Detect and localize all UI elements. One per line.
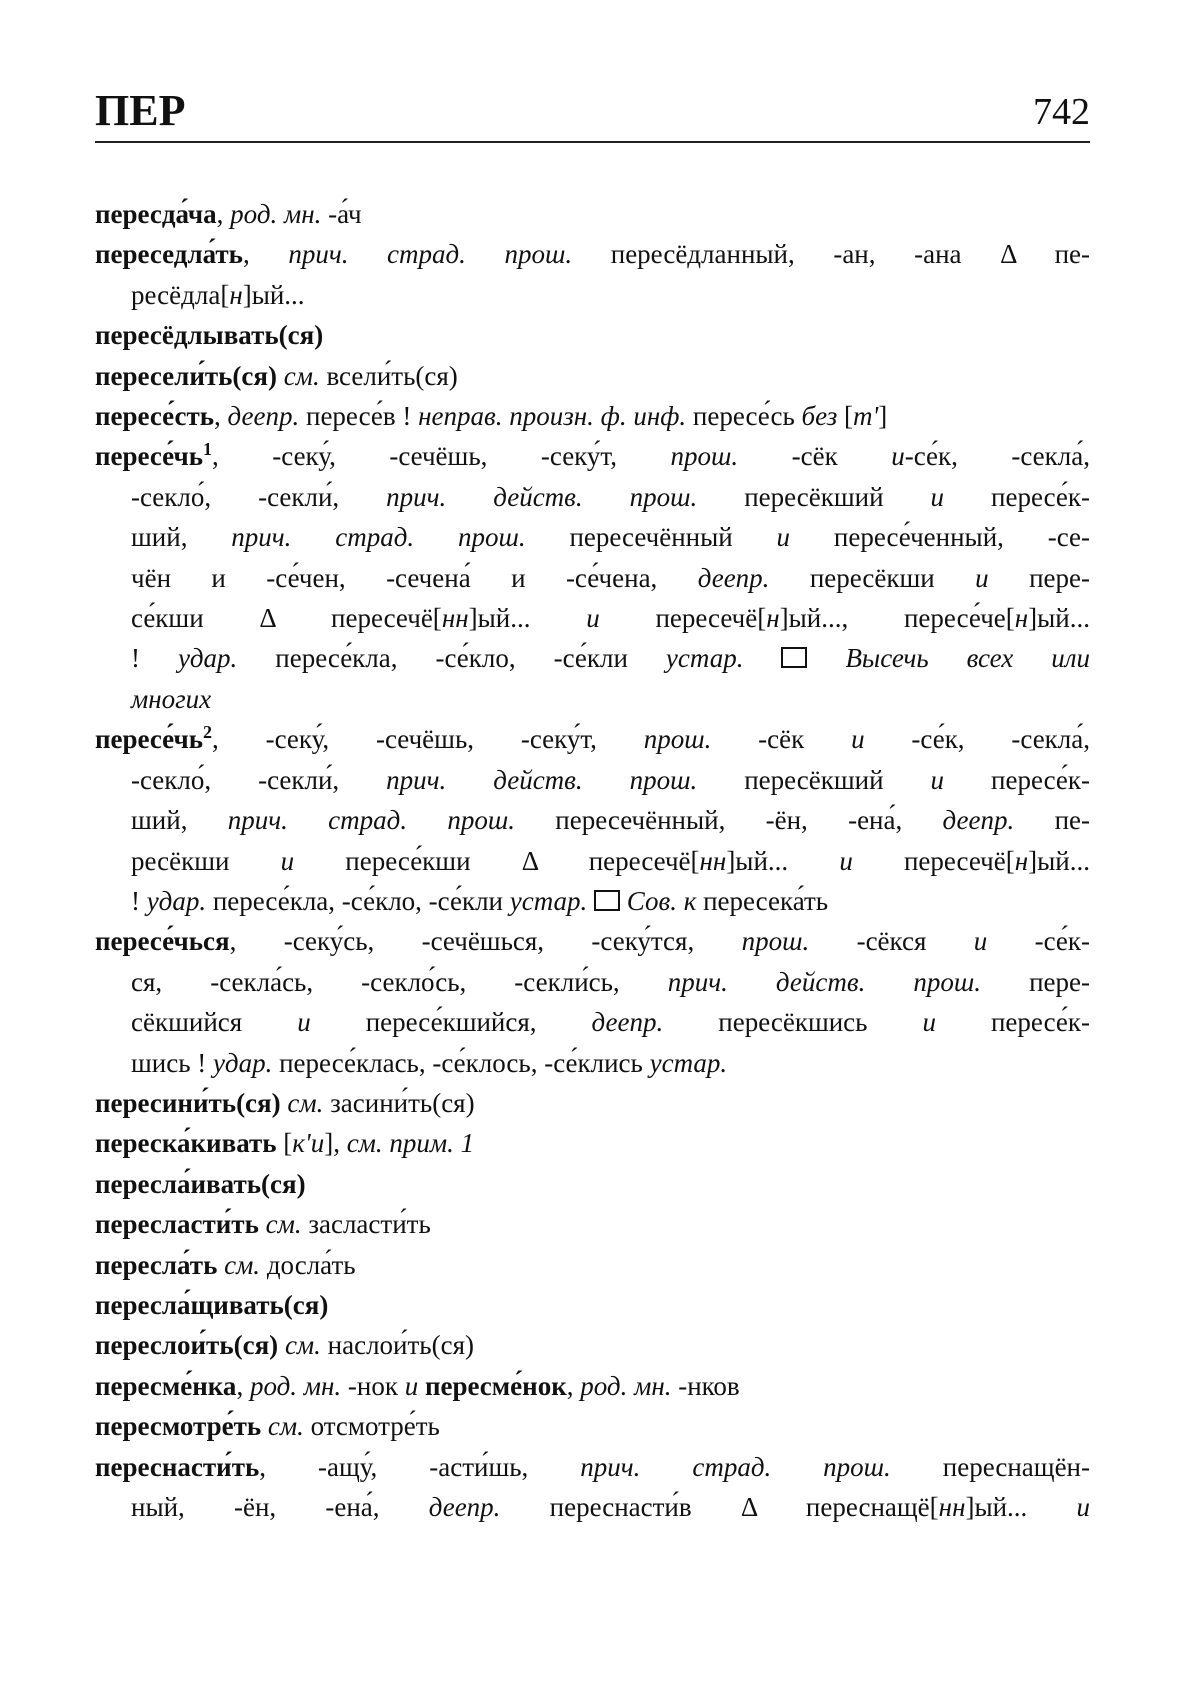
entry-text: переснащён- [890,1451,1090,1482]
entry-text [620,886,627,916]
entry-text: пересёдланный, -ан, -ана Δ пе- [572,239,1090,270]
entry-text: ]ый... [1028,845,1090,876]
entry-text: [ [837,401,854,432]
entry-line [95,315,1090,355]
dictionary-entry [95,356,1090,396]
grammar-label: н [229,279,243,310]
entry-text: всели́ть(ся) [319,360,458,391]
entry-text [587,886,594,916]
entry-line [95,1406,1090,1446]
grammar-label: устар. [665,643,744,674]
dictionary-entry [95,1447,1090,1528]
grammar-label: без [801,401,838,432]
grammar-label: прич. действ. прош. [386,764,698,795]
dictionary-entry [95,396,1090,436]
entry-text [278,1330,285,1360]
entry-text: -се́к, -секла́, [904,441,1090,472]
grammar-label: и [404,1370,419,1401]
entry-line [95,1123,1090,1163]
dictionary-entry [95,719,1090,921]
entry-line [95,1164,1090,1204]
grammar-label: и [975,562,989,593]
dictionary-entry [95,1285,1090,1325]
entry-text: , [236,1370,250,1401]
entry-line [95,962,1090,1002]
entry-text: пересе́кла, -се́кло, -се́кли [206,885,510,916]
entry-text: ]ый..., пересе́че[ [779,603,1015,634]
definition-box-icon [781,647,807,668]
headword: пересе́чься [95,926,230,957]
grammar-label: и [922,1007,936,1038]
entry-text: пе- [1014,805,1090,836]
entry-line [95,719,1090,759]
grammar-label: Сов. к [626,885,697,916]
entry-text: -секло́, -секли́, [131,481,387,512]
grammar-label: прич. действ. прош. [667,966,982,997]
entry-text: пересе́к- [944,481,1091,512]
grammar-label: род. мн. [230,199,322,229]
entry-line [95,1245,1090,1285]
grammar-label: прош. [643,724,712,755]
entry-line [95,477,1090,517]
entry-text: пересёкший [697,481,931,512]
entry-text: пересечённый [525,522,777,553]
grammar-label: н [1014,603,1029,634]
entry-text: ший, [131,805,228,836]
entry-text [259,1209,266,1239]
entry-text: , -ащу́, -асти́шь, [259,1451,581,1482]
entry-text: пересечё[ [852,845,1015,876]
grammar-label: см. [224,1249,261,1280]
grammar-label: см. [267,1411,304,1442]
grammar-label: и [930,481,945,512]
grammar-label: см. [287,1087,324,1118]
entry-text: пересе́кши Δ пересечё[ [294,845,700,876]
entry-line [95,841,1090,881]
grammar-label: см. [283,360,320,391]
headword: пересе́чь [95,441,203,472]
grammar-label: удар. [177,643,238,674]
entry-line [95,1083,1090,1123]
entry-text: отсмотре́ть [303,1411,440,1442]
entry-line [95,558,1090,598]
entry-line [95,881,1090,921]
grammar-label: деепр. [591,1007,664,1038]
grammar-label: род. мн. [580,1370,672,1401]
entry-text: пересёкшись [663,1007,923,1038]
headword: пересла́ивать(ся) [95,1168,306,1199]
entry-line [95,234,1090,274]
entry-text: , [216,199,231,229]
grammar-label: деепр. [428,1492,501,1522]
entry-text: пересе́к- [935,1007,1090,1038]
grammar-label: и [280,845,295,876]
entry-text: ! [131,643,178,674]
entry-text: пересе́ченный, -се- [790,522,1091,553]
entry-text: ! [131,885,147,916]
grammar-label: н [766,603,780,634]
entry-text: ]ый... [242,279,305,310]
entry-text: ]ый... [1028,603,1090,634]
entry-text [743,643,781,673]
entry-text: [ [276,1128,293,1159]
headword: переслои́ть(ся) [95,1330,279,1361]
headword: переснасти́ть [95,1451,260,1482]
entry-text: пере- [981,966,1091,997]
grammar-label: и [851,724,865,755]
entry-text: -сёкся [809,926,974,957]
grammar-label: прич. страд. прош. [580,1451,891,1482]
headword: пересласти́ть [95,1209,259,1240]
entry-text: , -секу́сь, -сечёшься, -секу́тся, [229,926,742,957]
headword: пересе́сть [95,401,215,432]
entry-text: пересе́кла, -се́кло, -се́кли [237,643,666,674]
entry-line [95,436,1090,476]
headword: переседла́ть [95,239,243,270]
entry-text: , [242,239,289,270]
grammar-label: т' [853,401,879,432]
grammar-label: н [1014,845,1029,876]
entry-text: пересека́ть [696,885,829,916]
entry-text: , [566,1370,581,1401]
headword: переска́кивать [95,1128,277,1159]
entry-text: -сёк [711,724,852,755]
entry-text: пересёкши [769,562,976,593]
page-number: 742 [1033,91,1090,133]
running-header [95,86,1090,142]
entry-line [95,396,1090,436]
entry-line [95,921,1090,961]
dictionary-entry [95,1325,1090,1365]
entry-text: переснасти́в Δ переснащё[ [500,1492,939,1522]
dictionary-entry [95,1083,1090,1123]
grammar-label: устар. [649,1047,728,1078]
entry-text: пересе́в ! [299,401,419,432]
entry-text: ресёкши [131,845,281,876]
grammar-label: см. [265,1209,302,1240]
entry-text: ший, [131,522,232,553]
headword: пересла́ть [95,1249,218,1280]
entry-text: пере- [988,562,1090,593]
dictionary-entries [95,194,1090,1527]
entry-text: шись ! [131,1047,214,1078]
entry-text: , -секу́, -сечёшь, -секу́т, [212,724,644,755]
grammar-label: нн [699,845,727,876]
grammar-label: прич. страд. прош. [288,239,573,270]
dictionary-entry [95,315,1090,355]
grammar-label: и [776,522,791,553]
headword: пересда́ча [95,199,217,229]
dictionary-entry [95,234,1090,315]
entry-line [95,638,1090,678]
entry-text: -нков [671,1370,740,1401]
dictionary-entry [95,1366,1090,1406]
entry-text: пересе́кшийся, [310,1007,592,1038]
entry-text [261,1411,268,1441]
grammar-label: неправ. произн. ф. инф. [418,401,687,432]
grammar-label: нн [938,1492,966,1522]
grammar-label: и [891,441,905,472]
definition-box-icon [594,890,620,911]
dictionary-entry [95,1123,1090,1163]
entry-text: ], [324,1128,347,1159]
grammar-label: удар. [146,885,207,916]
grammar-label: и [839,845,853,876]
entry-text [418,1371,425,1401]
entry-line [95,1204,1090,1244]
entry-line [95,1285,1090,1325]
headword: пересла́щивать(ся) [95,1289,329,1320]
dictionary-entry [95,194,1090,234]
entry-text: пересечённый, -ён, -ена́, [515,805,943,836]
dictionary-entry [95,436,1090,719]
entry-text: , [214,401,228,432]
entry-text: пересе́к- [944,764,1091,795]
entry-line [95,356,1090,396]
grammar-label: нн [441,603,469,634]
guide-word: ПЕР [95,86,186,135]
entry-text: -се́к, -секла́, [864,724,1090,755]
grammar-label: и [297,1007,311,1038]
entry-line [95,800,1090,840]
entry-line [95,679,1090,719]
entry-text: пересечё[ [599,603,767,634]
grammar-label: прич. страд. прош. [231,522,526,553]
entry-text: пересе́сь [686,401,802,432]
entry-line [95,760,1090,800]
entry-line [95,598,1090,638]
grammar-label: Высечь всех или [807,643,1090,674]
headword: пересме́нка [95,1370,237,1401]
entry-text: -а́ч [321,199,362,229]
grammar-label: устар. [509,885,588,916]
grammar-label: см. [284,1330,321,1361]
dictionary-entry [95,1204,1090,1244]
headword: пересели́ть(ся) [95,360,277,391]
entry-text: сёкшийся [131,1007,298,1038]
entry-text: пересе́клась, -се́клось, -се́клись [272,1047,650,1078]
entry-text: ]ый... [965,1492,1077,1522]
entry-line [95,1002,1090,1042]
entry-text: ный, -ён, -ена́, [131,1492,429,1522]
headword: пересмотре́ть [95,1411,262,1442]
grammar-label: см. прим. 1 [346,1128,475,1159]
grammar-label: удар. [213,1047,273,1078]
headword: пересме́нок [424,1370,567,1401]
entry-text: , -секу́, -сечёшь, -секу́т, [212,441,671,472]
grammar-label: деепр. [942,805,1015,836]
entry-line [95,194,1090,234]
grammar-label: и [930,764,945,795]
entry-text: -секло́, -секли́, [131,764,387,795]
entry-line [95,1043,1090,1083]
entry-text: ресёдла[ [131,279,230,310]
grammar-label: деепр. [697,562,770,593]
grammar-label: прош. [741,926,810,957]
dictionary-entry [95,1245,1090,1285]
dictionary-entry [95,1164,1090,1204]
entry-text: наслои́ть(ся) [320,1330,474,1361]
homonym-index: 1 [203,439,212,460]
entry-text: -нок [341,1370,405,1401]
entry-text [277,361,284,391]
entry-text: -се́к- [987,926,1090,957]
grammar-label: деепр. [227,401,300,432]
dictionary-entry [95,921,1090,1083]
entry-text: -сёк [738,441,892,472]
grammar-label: к'и [292,1128,325,1159]
entry-text: ся, -секла́сь, -секло́сь, -секли́сь, [131,966,668,997]
entry-line [95,1447,1090,1487]
entry-text: досла́ть [260,1249,356,1280]
grammar-label: и [586,603,600,634]
grammar-label: род. мн. [249,1370,342,1401]
grammar-label: и [1076,1492,1090,1522]
entry-text: ]ый... [468,603,587,634]
entry-text: засласти́ть [301,1209,431,1240]
entry-text: се́кши Δ пересечё[ [131,603,442,634]
entry-text: засини́ть(ся) [323,1087,475,1118]
headword: пересини́ть(ся) [95,1087,281,1118]
grammar-label: прич. действ. прош. [386,481,698,512]
entry-line [95,517,1090,557]
entry-text: пересёкший [697,764,931,795]
entry-line [95,1325,1090,1365]
grammar-label: многих [131,683,212,714]
entry-text: чён и -се́чен, -сечена́ и -се́чена, [131,562,698,593]
header-rule [95,141,1090,143]
dictionary-entry [95,1406,1090,1446]
entry-line [95,1366,1090,1406]
headword: пересе́чь [95,724,203,755]
entry-line [95,1487,1090,1527]
homonym-index: 2 [203,722,212,743]
grammar-label: и [973,926,988,957]
entry-text: ]ый... [726,845,840,876]
headword: пересёдлывать(ся) [95,320,324,351]
entry-line [95,275,1090,315]
grammar-label: прич. страд. прош. [227,805,515,836]
grammar-label: прош. [670,441,739,472]
entry-text: ] [878,401,888,432]
